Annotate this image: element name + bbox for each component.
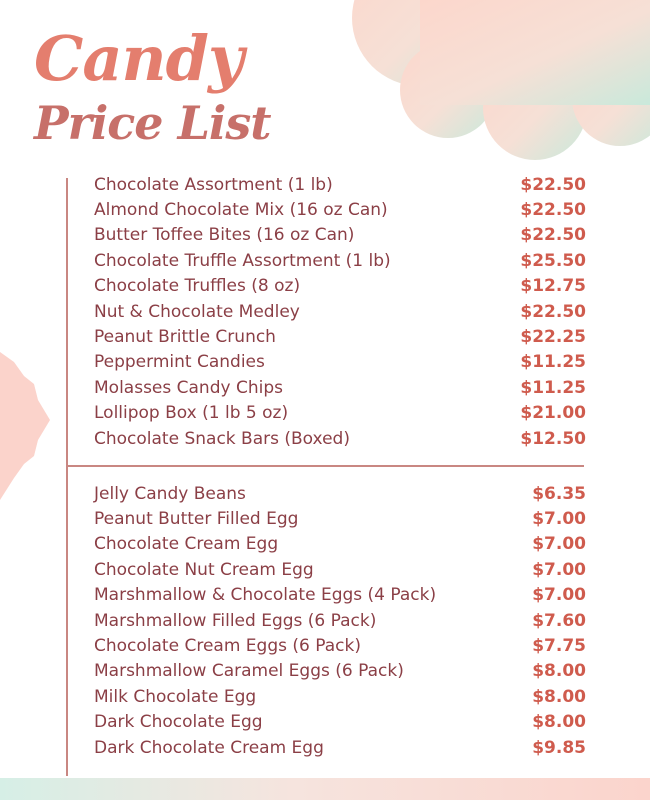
section-divider [68,465,584,467]
item-name: Marshmallow Filled Eggs (6 Pack) [94,610,377,631]
item-price: $6.35 [532,483,586,504]
item-price: $8.00 [532,686,586,707]
item-name: Almond Chocolate Mix (16 oz Can) [94,200,388,221]
item-name: Chocolate Snack Bars (Boxed) [94,428,350,449]
item-price: $21.00 [520,403,586,424]
item-price: $22.25 [520,327,586,348]
list-item [94,659,586,684]
item-name: Lollipop Box (1 lb 5 oz) [94,403,289,424]
item-name: Molasses Candy Chips [94,377,283,398]
list-item [94,557,586,582]
item-name: Chocolate Truffles (8 oz) [94,276,301,297]
list-item [94,248,586,273]
price-list-section-1 [94,172,586,451]
list-item [94,350,586,375]
item-price: $7.00 [532,559,586,580]
item-name: Peanut Brittle Crunch [94,327,276,348]
item-price: $7.75 [532,636,586,657]
list-item [94,710,586,735]
item-name: Chocolate Truffle Assortment (1 lb) [94,250,391,271]
starburst-shape [0,352,50,500]
list-item [94,299,586,324]
item-price: $9.85 [532,737,586,758]
list-item [94,684,586,709]
list-item [94,506,586,531]
item-name: Chocolate Assortment (1 lb) [94,174,333,195]
list-item [94,197,586,222]
list-item [94,633,586,658]
list-item [94,608,586,633]
item-price: $7.00 [532,509,586,530]
item-name: Dark Chocolate Cream Egg [94,737,324,758]
item-price: $7.60 [532,610,586,631]
list-item [94,426,586,451]
list-item [94,583,586,608]
item-price: $8.00 [532,661,586,682]
item-price: $8.00 [532,712,586,733]
item-price: $22.50 [520,200,586,221]
list-item [94,223,586,248]
list-item [94,172,586,197]
price-list-section-2 [94,481,586,760]
item-price: $7.00 [532,534,586,555]
footer-band [0,778,650,800]
item-name: Nut & Chocolate Medley [94,301,300,322]
list-item [94,274,586,299]
item-name: Chocolate Cream Eggs (6 Pack) [94,636,361,657]
list-item [94,532,586,557]
list-item [94,375,586,400]
item-name: Marshmallow & Chocolate Eggs (4 Pack) [94,585,437,606]
list-item [94,401,586,426]
item-name: Jelly Candy Beans [94,483,246,504]
list-item [94,735,586,760]
item-price: $22.50 [520,225,586,246]
item-price: $11.25 [520,377,586,398]
item-name: Chocolate Cream Egg [94,534,279,555]
item-price: $25.50 [520,250,586,271]
page-subtitle: Price List [34,96,271,150]
item-price: $22.50 [520,174,586,195]
item-name: Peanut Butter Filled Egg [94,509,299,530]
page-title: Candy [34,22,243,95]
vertical-divider [66,178,68,776]
item-price: $7.00 [532,585,586,606]
item-name: Dark Chocolate Egg [94,712,263,733]
item-name: Peppermint Candies [94,352,265,373]
item-price: $22.50 [520,301,586,322]
list-item [94,481,586,506]
item-name: Chocolate Nut Cream Egg [94,559,314,580]
item-name: Marshmallow Caramel Eggs (6 Pack) [94,661,404,682]
item-name: Milk Chocolate Egg [94,686,257,707]
item-price: $12.75 [520,276,586,297]
cloud-shape [352,0,650,160]
item-price: $11.25 [520,352,586,373]
item-name: Butter Toffee Bites (16 oz Can) [94,225,355,246]
list-item [94,324,586,349]
item-price: $12.50 [520,428,586,449]
